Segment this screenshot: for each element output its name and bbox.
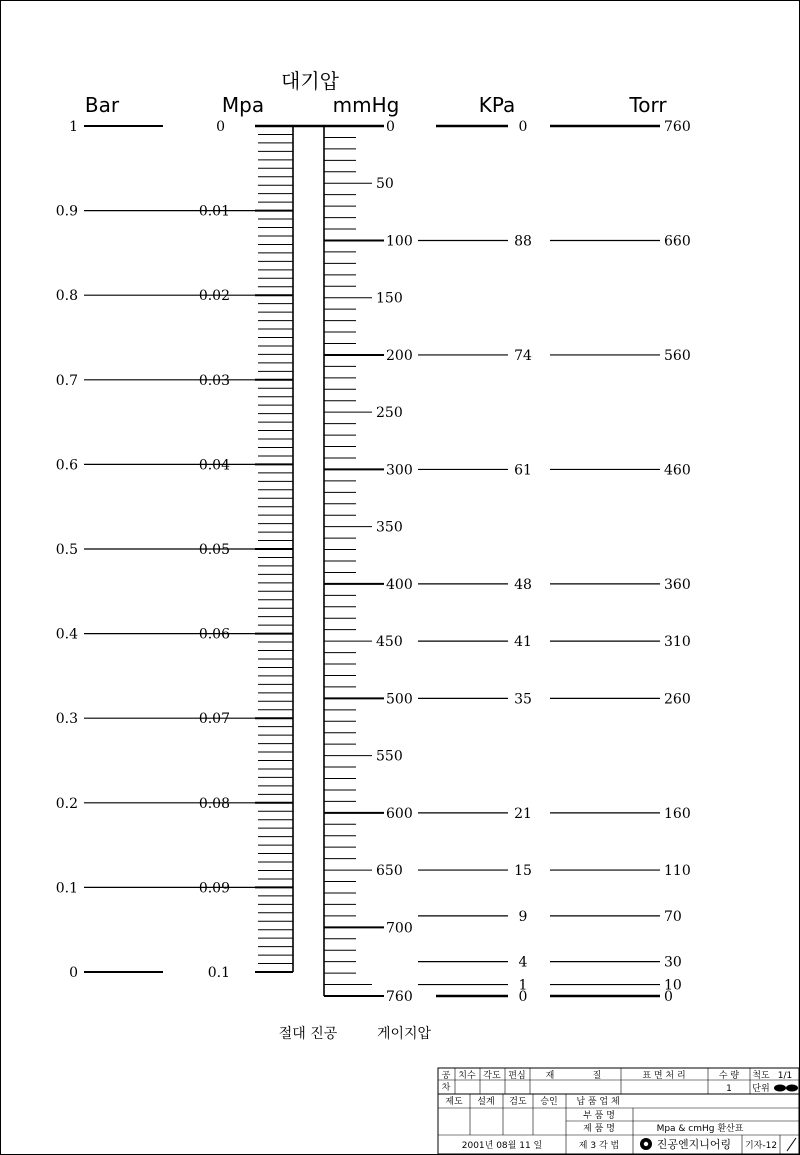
kpa-header: KPa — [478, 93, 516, 117]
kpa-label: 48 — [514, 576, 532, 593]
kpa-label: 61 — [514, 462, 532, 479]
bar-header: Bar — [84, 93, 120, 117]
tb-product-name-label: 제 품 명 — [583, 1124, 615, 1134]
tb-angle: 각도 — [483, 1071, 501, 1081]
bar-label: 0.8 — [55, 288, 78, 305]
tb-cha: 차 — [441, 1083, 451, 1093]
torr-header: Torr — [629, 93, 667, 117]
tb-company: 진공엔지니어링 — [656, 1138, 732, 1151]
bar-label: 0.2 — [55, 795, 78, 812]
mpa-label: 0.01 — [198, 203, 230, 220]
tb-supplier: 납 품 업 체 — [576, 1097, 620, 1107]
tb-part-name-label: 부 품 명 — [583, 1111, 615, 1121]
mpa-label: 0.03 — [198, 372, 230, 389]
bar-label: 0.4 — [55, 626, 78, 643]
company-logo-icon — [640, 1138, 652, 1150]
kpa-label: 15 — [514, 863, 532, 880]
tb-review: 검도 — [509, 1097, 527, 1107]
mpa-label: 0.06 — [198, 626, 230, 643]
bar-label: 0.7 — [55, 372, 78, 389]
tb-material-b: 질 — [592, 1071, 602, 1081]
tb-product-name: Mpa & cmHg 환산표 — [656, 1124, 744, 1134]
kpa-label: 4 — [518, 954, 528, 971]
mmhg-label: 550 — [376, 748, 403, 765]
tb-scale-label: 척도 — [752, 1071, 770, 1081]
tb-surface: 표 면 처 리 — [642, 1071, 686, 1081]
tb-drafting: 제도 — [445, 1097, 463, 1107]
torr-label: 260 — [664, 691, 691, 708]
bar-label: 0.5 — [55, 542, 78, 558]
tb-approval: 승인 — [540, 1097, 558, 1107]
mmhg-label: 350 — [376, 519, 403, 536]
mpa-label: 0.1 — [207, 965, 230, 981]
kpa-label: 41 — [514, 634, 532, 651]
mmhg-header: mmHg — [332, 93, 400, 117]
bar-label: 0.3 — [55, 711, 78, 728]
kpa-label: 0 — [518, 989, 528, 1005]
mpa-label: 0.07 — [198, 711, 230, 728]
absolute-vacuum-label: 절대 진공 — [278, 1026, 338, 1042]
torr-label: 310 — [664, 634, 691, 651]
mpa-label: 0.02 — [198, 288, 230, 305]
mpa-label: 0.04 — [198, 457, 230, 474]
tb-material-a: 재 — [545, 1071, 555, 1081]
mpa-label: 0 — [216, 119, 225, 135]
kpa-label: 1 — [518, 977, 528, 994]
mpa-header: Mpa — [221, 93, 265, 117]
bar-label: 0.9 — [55, 203, 78, 220]
torr-label: 460 — [664, 462, 691, 479]
torr-label: 10 — [664, 977, 682, 994]
torr-label: 760 — [664, 119, 691, 135]
tb-design: 설계 — [477, 1097, 495, 1107]
torr-label: 560 — [664, 347, 691, 364]
mmhg-label: 50 — [376, 176, 394, 193]
tb-quantity-value: 1 — [726, 1084, 732, 1094]
mmhg-label: 100 — [386, 233, 413, 250]
mmhg-label: 0 — [386, 119, 395, 135]
tb-drawing-no: 기자-12 — [744, 1141, 778, 1151]
mmhg-label: 600 — [386, 805, 413, 822]
torr-label: 70 — [664, 908, 682, 925]
kpa-label: 74 — [514, 347, 532, 364]
mpa-label: 0.05 — [198, 542, 230, 558]
mmhg-label: 450 — [376, 634, 403, 651]
tb-eccentric: 편심 — [508, 1071, 526, 1081]
mmhg-label: 300 — [386, 462, 413, 479]
mpa-label: 0.08 — [198, 795, 230, 812]
title-block — [438, 1068, 799, 1154]
mmhg-label: 760 — [386, 989, 413, 1005]
mmhg-label: 250 — [376, 405, 403, 422]
tb-unit-label: 단위 — [752, 1084, 770, 1094]
tb-scale-value: 1/1 — [777, 1071, 793, 1081]
tb-dimension: 치수 — [458, 1071, 476, 1081]
torr-label: 110 — [664, 863, 691, 880]
mmhg-label: 500 — [386, 691, 413, 708]
tb-quantity-label: 수 량 — [718, 1071, 740, 1081]
gauge-pressure-label: 게이지압 — [376, 1026, 432, 1042]
mmhg-label: 150 — [376, 290, 403, 307]
tb-projection: 제 3 각 법 — [578, 1141, 620, 1151]
scales — [56, 119, 691, 1005]
torr-label: 660 — [664, 233, 691, 250]
torr-label: 0 — [664, 989, 673, 1005]
bar-label: 0 — [69, 965, 78, 981]
kpa-label: 21 — [514, 805, 532, 822]
tb-date: 2001년 08월 11 일 — [461, 1141, 543, 1151]
bar-label: 1 — [69, 119, 78, 135]
kpa-label: 88 — [514, 233, 532, 250]
bar-label: 0.1 — [55, 880, 78, 897]
mmhg-label: 700 — [386, 920, 413, 937]
mmhg-label: 200 — [386, 347, 413, 364]
kpa-label: 0 — [518, 119, 528, 135]
bar-label: 0.6 — [55, 457, 78, 474]
kpa-label: 35 — [514, 691, 532, 708]
kpa-label: 9 — [518, 908, 528, 925]
atmospheric-pressure-title: 대기압 — [281, 69, 339, 93]
mpa-label: 0.09 — [198, 880, 230, 897]
torr-label: 360 — [664, 576, 691, 593]
torr-label: 160 — [664, 805, 691, 822]
unit-symbol-icon — [774, 1085, 798, 1092]
mmhg-label: 650 — [376, 863, 403, 880]
mmhg-label: 400 — [386, 576, 413, 593]
torr-label: 30 — [664, 954, 682, 971]
tb-gong: 공 — [441, 1071, 451, 1081]
